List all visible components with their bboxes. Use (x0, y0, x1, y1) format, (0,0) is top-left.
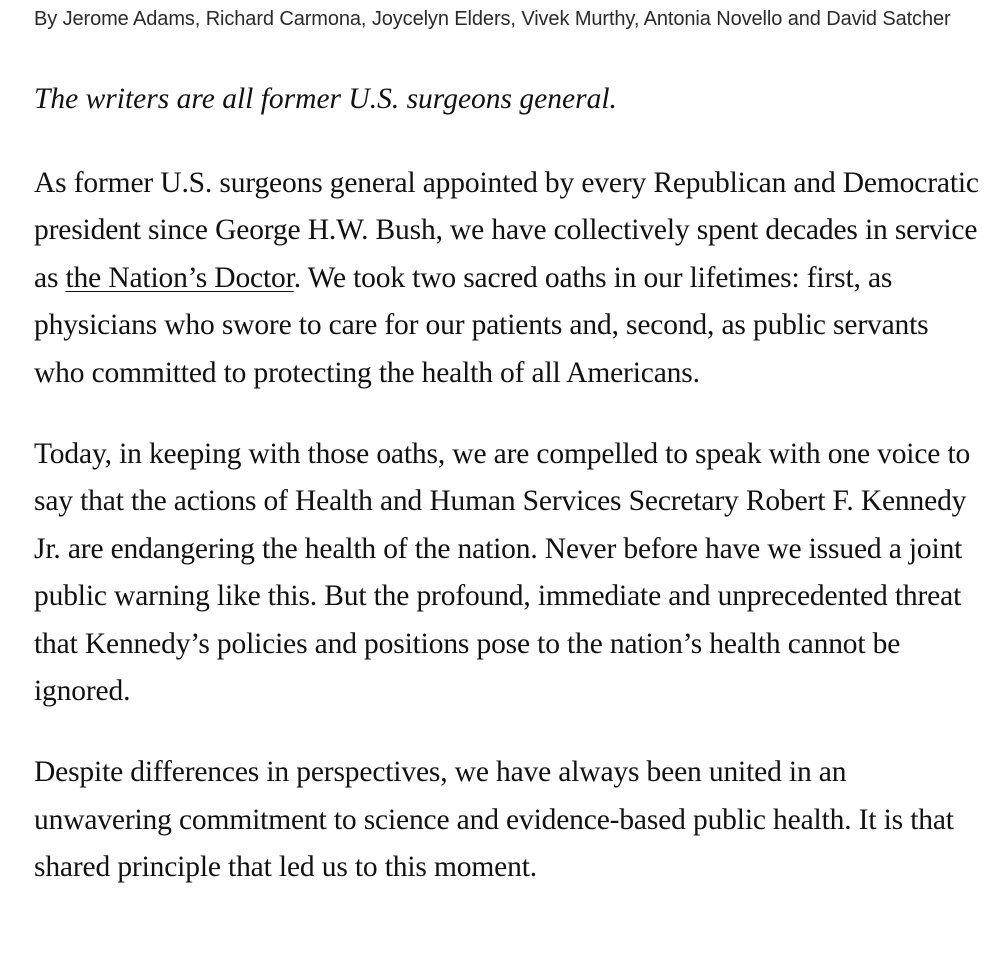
paragraph-3: Despite differences in perspectives, we have always been united in an unwavering commitment to science and evidence-based public health. It is that shared principle that led us to this moment. (34, 756, 954, 884)
nations-doctor-link[interactable]: the Nation’s Doctor (65, 261, 294, 294)
paragraph-1 (34, 160, 979, 397)
author-tagline: The writers are all former U.S. surgeons general. (34, 83, 617, 115)
paragraph-1-text-start: As former U.S. surgeons general appointed by every Republican and Democratic president since George H.W. Bush, we have collectively spent decades in service as (34, 167, 979, 294)
paragraph-1-text-end: . We took two sacred oaths in our lifetimes: first, as physicians who swore to care for our patients and, second, as public servants who committed to protecting the health of all Americans. (34, 261, 929, 389)
byline: By Jerome Adams, Richard Carmona, Joycelyn Elders, Vivek Murthy, Antonia Novello and David Satcher (34, 8, 951, 30)
article (34, 0, 979, 892)
paragraph-2: Today, in keeping with those oaths, we are compelled to speak with one voice to say that the actions of Health and Human Services Secretary Robert F. Kennedy Jr. are endangering the health of the nation. Never before have we issued a joint public warning like this. But the profound, immediate and unprecedented threat that Kennedy’s policies and positions pose to the nation’s health cannot be ignored. (34, 438, 971, 708)
